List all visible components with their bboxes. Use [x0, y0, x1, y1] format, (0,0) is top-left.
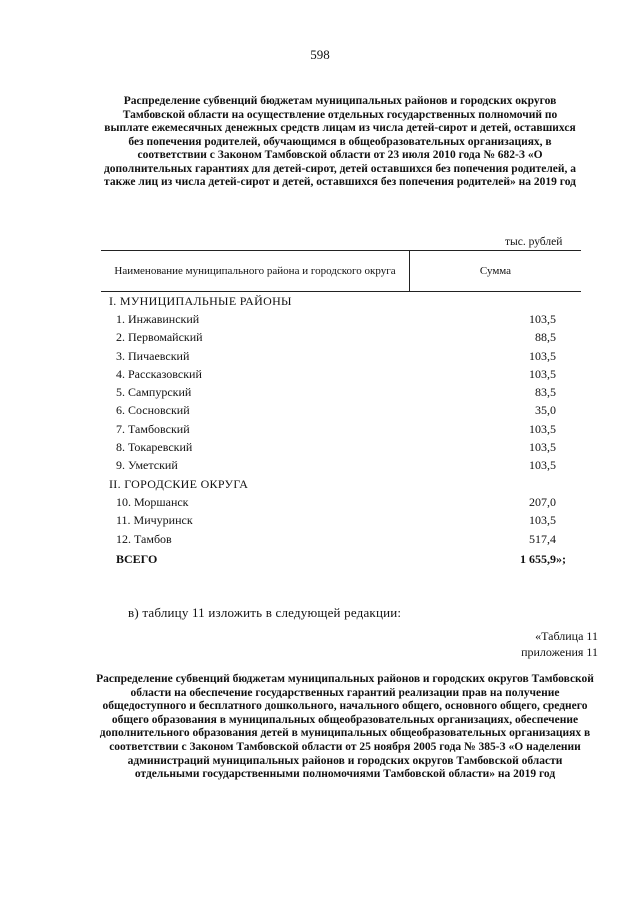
table-row: [101, 493, 581, 511]
section-title: I. МУНИЦИПАЛЬНЫЕ РАЙОНЫ: [109, 293, 292, 308]
unit-label: тыс. рублей: [505, 236, 563, 248]
section-row: [101, 292, 581, 310]
district-name: 5. Сампурский: [116, 385, 192, 400]
table-row: [101, 347, 581, 365]
city-name: 10. Моршанск: [116, 494, 189, 509]
city-name: 11. Мичуринск: [116, 513, 193, 528]
district-value: 103,5: [529, 311, 556, 326]
district-value: 88,5: [535, 330, 556, 345]
table-row: [101, 329, 581, 347]
table-ref-line: «Таблица 11: [535, 629, 598, 643]
total-label: ВСЕГО: [116, 551, 158, 566]
district-name: 4. Рассказовский: [116, 366, 202, 381]
table-row: [101, 457, 581, 475]
city-value: 103,5: [529, 513, 556, 528]
district-name: 7. Тамбовский: [116, 421, 190, 436]
city-name: 12. Тамбов: [116, 531, 172, 546]
district-name: 2. Первомайский: [116, 330, 203, 345]
district-value: 103,5: [529, 440, 556, 455]
district-name: 1. Инжавинский: [116, 311, 200, 326]
district-name: 8. Токаревский: [116, 440, 193, 455]
district-value: 103,5: [529, 366, 556, 381]
table-row: [101, 310, 581, 328]
table-row: [101, 420, 581, 438]
section-title: II. ГОРОДСКИЕ ОКРУГА: [109, 476, 249, 491]
city-value: 517,4: [529, 531, 556, 546]
header-sum: Сумма: [479, 265, 512, 277]
section-row: [101, 475, 581, 493]
city-value: 207,0: [529, 494, 556, 509]
table-row: [101, 512, 581, 530]
amendment-instruction: в) таблицу 11 изложить в следующей редакции:: [128, 605, 402, 620]
district-value: 35,0: [535, 403, 556, 418]
table-row: [101, 402, 581, 420]
district-value: 103,5: [529, 458, 556, 473]
district-value: 103,5: [529, 348, 556, 363]
total-row: [101, 550, 581, 568]
table-row: [101, 530, 581, 548]
district-name: 9. Уметский: [116, 458, 178, 473]
table-header: [101, 250, 581, 292]
header-name: Наименование муниципального района и городского округа: [101, 251, 410, 291]
district-name: 6. Сосновский: [116, 403, 190, 418]
page-number: 598: [310, 47, 330, 62]
second-table-title: Распределение субвенций бюджетам муниципальных районов и городских округов Тамбовской области на обеспечение государственных гарантий реализации прав на получение общедоступного и бесплатного дошкольного, начального общего, основного общего, среднего общего образования в муниципальных общеобразовательных организациях, обеспечение дополнительного образования детей в муниципальных общеобразовательных организациях в соответствии с Законом Тамбовской области от 25 ноября 2005 года № 385-З «О наделении администраций муниципальных районов и городских округов Тамбовской области отдельными государственными полномочиями Тамбовской области» на 2019 год: [96, 673, 594, 781]
district-name: 3. Пичаевский: [116, 348, 190, 363]
appendix-ref-line: приложения 11: [521, 645, 598, 659]
table-row: [101, 438, 581, 456]
district-value: 83,5: [535, 385, 556, 400]
subvention-table: [101, 292, 581, 568]
district-value: 103,5: [529, 421, 556, 436]
document-title: Распределение субвенций бюджетам муниципальных районов и городских округов Тамбовской области на осуществление отдельных государственных полномочий по выплате ежемесячных денежных средств лицам из числа детей-сирот и детей, оставшихся без попечения родителей, обучающимся в общеобразовательных организациях, в соответствии с Законом Тамбовской области от 23 июля 2010 года № 682-З «О дополнительных гарантиях для детей-сирот, детей оставшихся без попечения родителей, а также лиц из числа детей-сирот и детей, оставшихся без попечения родителей» на 2019 год: [103, 95, 577, 188]
table-reference: [521, 628, 598, 660]
total-value: 1 655,9»;: [520, 551, 566, 566]
table-row: [101, 383, 581, 401]
table-row: [101, 365, 581, 383]
